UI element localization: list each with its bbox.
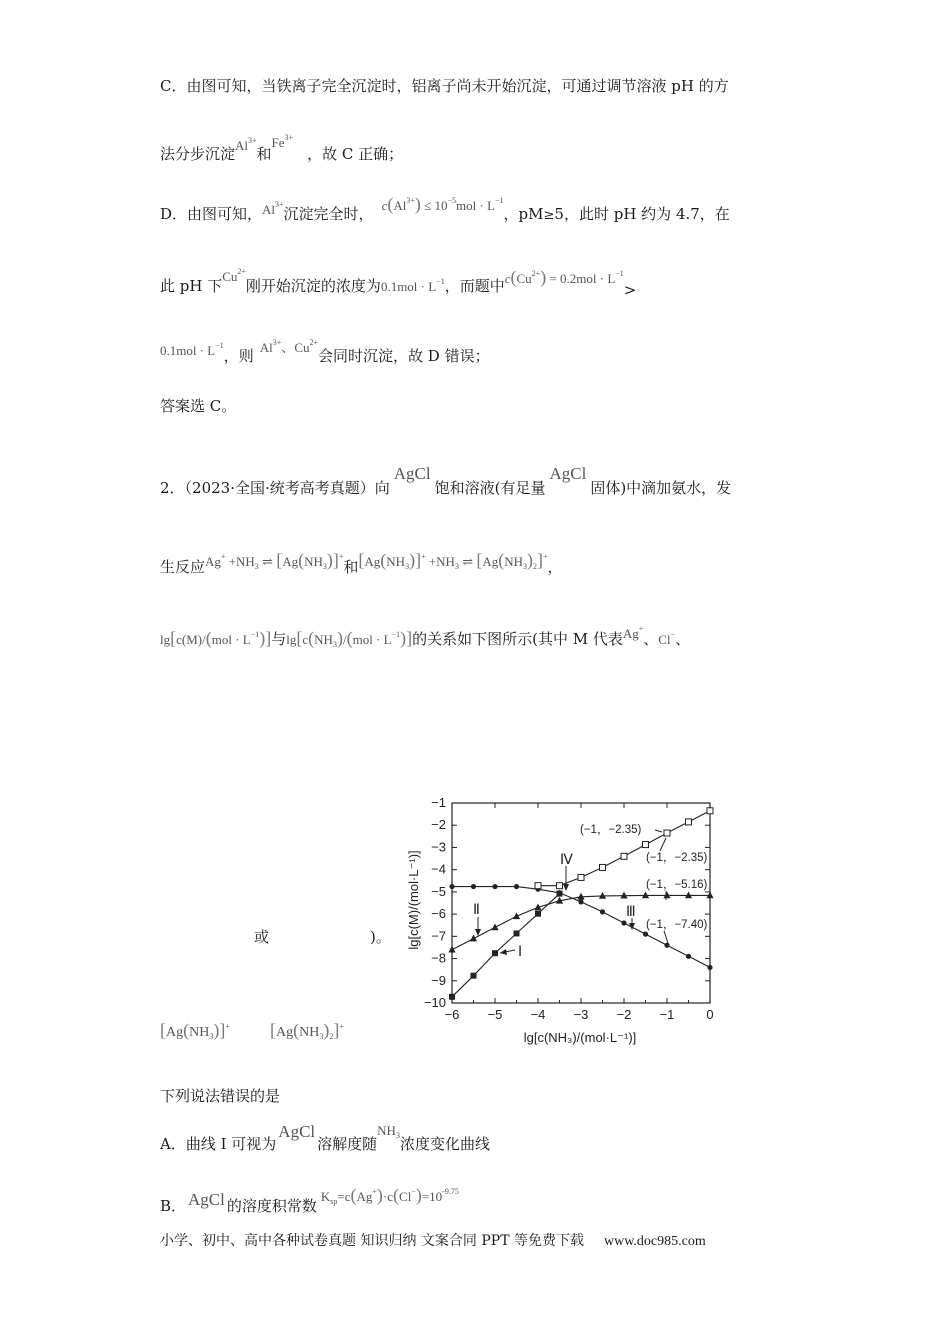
annotation-2: (−1，−2.35)	[646, 852, 708, 864]
formula-lg-nh3: $\lg[c(NH_3)/(mol \cdot L^{-1})]$	[286, 628, 413, 649]
text: 和	[256, 145, 272, 163]
x-tick-label: −5	[487, 1007, 503, 1022]
y-tick-label: −2	[431, 817, 446, 833]
formula-reaction-2: $[Ag(NH_3)]^+ +NH_3$ ⇌ $[Ag(NH_3)_2]^+$	[358, 550, 548, 571]
arrowhead-I	[500, 949, 507, 955]
footer-text: 小学、初中、高中各种试卷真题 知识归纳 文案合同 PPT 等免费下载	[160, 1233, 584, 1249]
y-axis-label: lg[c(M)/(mol·L⁻¹)]	[406, 850, 421, 950]
text: A．曲线 I 可视为	[160, 1135, 277, 1153]
formula-ksp: $K_{sp}=c(Ag^+)\cdot c(Cl^-)=10^{-9.75}$	[320, 1185, 459, 1206]
data-point	[686, 954, 691, 959]
data-point	[707, 808, 713, 814]
footer	[160, 1230, 706, 1250]
formula-conc: $0.1mol \cdot L^{-1}$	[160, 341, 224, 358]
data-point	[600, 864, 606, 870]
formula-ag-nh3: $[Ag(NH_3)]^+$	[160, 1020, 230, 1041]
data-point	[621, 853, 627, 859]
text: B．	[160, 1197, 187, 1215]
question-2-line-2: 生反应$Ag^+ +NH_3$ ⇌ $[Ag(NH_3)]^+$和$[Ag(NH_3)]^+ +NH_3$ ⇌ $[Ag(NH_3)_2]^+$，	[160, 550, 563, 576]
data-point	[514, 930, 520, 936]
annotation-1-arrow	[655, 830, 662, 832]
text-or: 或	[254, 928, 270, 946]
curve-label-I: Ⅰ	[518, 943, 523, 959]
annotation-2-arrow	[660, 838, 666, 851]
data-point	[685, 891, 692, 898]
annotation-4: (−1，−7.40)	[646, 919, 708, 931]
formula-ag: Ag+	[622, 624, 644, 641]
option-d-line-2	[160, 267, 637, 299]
data-point	[449, 994, 455, 1000]
data-point	[578, 874, 584, 880]
data-point	[578, 899, 583, 904]
text: 浓度变化曲线	[399, 1135, 490, 1153]
formula-conc: $0.1mol \cdot L^{-1}$	[380, 277, 445, 294]
x-axis-label: lg[c(NH₃)/(mol·L⁻¹)]	[523, 1030, 637, 1045]
x-tick-label: −1	[659, 1007, 675, 1022]
curve-label-III: Ⅲ	[626, 903, 636, 919]
arrowhead-IV	[563, 884, 569, 891]
y-tick-label: −8	[431, 950, 446, 966]
formula-agcl: AgCl	[188, 1190, 225, 1209]
text: 法分步沉淀	[160, 145, 236, 163]
data-point	[535, 911, 541, 917]
chart-annotations-group	[473, 824, 708, 959]
x-tick-label: −3	[573, 1007, 589, 1022]
annotation-4-arrow	[664, 931, 668, 943]
text: 此 pH 下	[160, 277, 223, 295]
formula-reaction-1: $Ag^+ +NH_3$ ⇌ $[Ag(NH_3)]^+$	[205, 550, 344, 571]
data-point	[599, 892, 606, 899]
text: 生反应	[160, 558, 206, 576]
formula-agcl: AgCl	[393, 464, 431, 483]
text: 5，此时 pH 约为 4.7，在	[554, 205, 730, 223]
data-point	[663, 891, 670, 898]
y-tick-label: −10	[423, 995, 446, 1010]
formula-ag-nh3-2: $[Ag(NH_3)_2]^+$	[270, 1020, 344, 1041]
data-point	[448, 946, 455, 953]
option-c-line-2	[160, 133, 404, 165]
text: 固体)中滴加氨水，发	[590, 479, 732, 497]
data-point	[642, 891, 649, 898]
data-point	[492, 884, 497, 889]
text: 饱和溶液(有足量	[434, 479, 546, 497]
text: 的溶度积常数	[226, 1197, 317, 1215]
formula-cl: Cl−	[658, 630, 676, 647]
annotation-1: (−1，−2.35)	[580, 824, 642, 836]
text: 的关系如下图所示(其中 M 代表	[412, 630, 623, 648]
text: 会同时沉淀，故 D 错误；	[318, 347, 490, 365]
data-point	[620, 892, 627, 899]
formula-lg-cm: $\lg[c(M)/(mol \cdot L^{-1})]$	[160, 628, 272, 648]
x-tick-label: −4	[530, 1007, 546, 1022]
text: 和	[343, 558, 359, 576]
series-line-1	[452, 894, 560, 997]
text: ，pM	[503, 205, 544, 223]
formula-cu: $Cu^{2+}$	[222, 267, 246, 284]
y-tick-label: −7	[431, 928, 446, 944]
footer-url[interactable]: www.doc985.com	[603, 1234, 706, 1249]
text-close: )。	[370, 928, 391, 946]
data-point	[557, 890, 562, 895]
text: ，则	[223, 347, 254, 365]
formula-al: $Al^{3+}$	[262, 200, 284, 217]
chart-ticks	[424, 795, 714, 1022]
text: 与	[271, 630, 287, 648]
data-point	[664, 943, 669, 948]
option-b	[160, 1185, 459, 1222]
data-point	[686, 819, 692, 825]
option-d-line-3	[160, 338, 490, 367]
formula-agcl: AgCl	[278, 1122, 316, 1141]
question-stem: 下列说法错误的是	[160, 1087, 281, 1105]
text: ，故 C 正确；	[307, 145, 404, 163]
chart-markers-group	[448, 808, 713, 1000]
annotation-3: (−1，−5.16)	[646, 879, 708, 891]
text: D．由图可知，	[160, 205, 263, 223]
data-point	[557, 883, 563, 889]
data-point	[600, 909, 605, 914]
y-tick-label: −1	[431, 795, 446, 810]
option-d-line-1	[160, 194, 730, 226]
chart	[400, 790, 730, 1050]
formula-agcl: AgCl	[549, 464, 587, 483]
formula-al: $Al^{3+}$	[235, 136, 257, 153]
formula-c-al: $c(Al^{3+}) \le 10^{-5}mol \cdot L^{-1}$	[381, 194, 504, 214]
question-2-line-1	[160, 464, 732, 498]
data-point	[621, 920, 626, 925]
text: 沉淀完全时，	[283, 205, 374, 223]
option-a	[160, 1122, 490, 1160]
y-tick-label: −5	[431, 883, 446, 899]
data-point	[471, 973, 477, 979]
y-tick-label: −3	[431, 839, 446, 855]
y-tick-label: −9	[431, 972, 446, 988]
gt-sign: >	[623, 281, 637, 299]
series-line-4	[538, 811, 710, 886]
x-tick-label: −6	[444, 1007, 460, 1022]
x-tick-label: −2	[616, 1007, 632, 1022]
text: 刚开始沉淀的浓度为	[245, 277, 381, 295]
question-2-line-3: $\lg[c(M)/(mol \cdot L^{-1})]$与$\lg[c(NH_3)/(mol \cdot L^{-1})]$的关系如下图所示(其中 M 代表Ag+、Cl−、	[160, 624, 691, 649]
answer-line: 答案选 C。	[160, 397, 237, 415]
formula-nh3: $NH_3$	[377, 1123, 400, 1140]
data-point	[643, 842, 649, 848]
text: 溶解度随	[317, 1135, 378, 1153]
formula-al-cu: $Al^{3+}$、$Cu^{2+}$	[259, 338, 318, 355]
x-tick-label: 0	[706, 1007, 714, 1022]
y-tick-label: −4	[431, 861, 446, 877]
data-point	[491, 923, 498, 930]
data-point	[664, 830, 670, 836]
data-point	[471, 884, 476, 889]
data-point	[707, 965, 712, 970]
data-point	[514, 884, 519, 889]
data-point	[643, 932, 648, 937]
data-point	[492, 950, 498, 956]
option-c-line-1: C．由图可知，当铁离子完全沉淀时，铝离子尚未开始沉淀，可通过调节溶液 pH 的方	[160, 77, 729, 95]
ge-sign: ≥	[543, 208, 555, 223]
data-point	[449, 884, 454, 889]
formula-fe: $Fe^{3+}$	[271, 133, 294, 150]
y-tick-label: −6	[431, 906, 446, 922]
data-point	[706, 891, 713, 898]
curve-label-IV: Ⅳ	[560, 851, 573, 867]
text: ，而题中	[444, 277, 505, 295]
text: 2．（2023·全国·统考高考真题）向	[160, 479, 390, 497]
formula-c-cu: $c(Cu^{2+}) = 0.2mol \cdot L^{-1}$	[504, 267, 624, 287]
curve-label-II: Ⅱ	[473, 901, 480, 917]
data-point	[470, 935, 477, 942]
data-point	[535, 883, 541, 889]
